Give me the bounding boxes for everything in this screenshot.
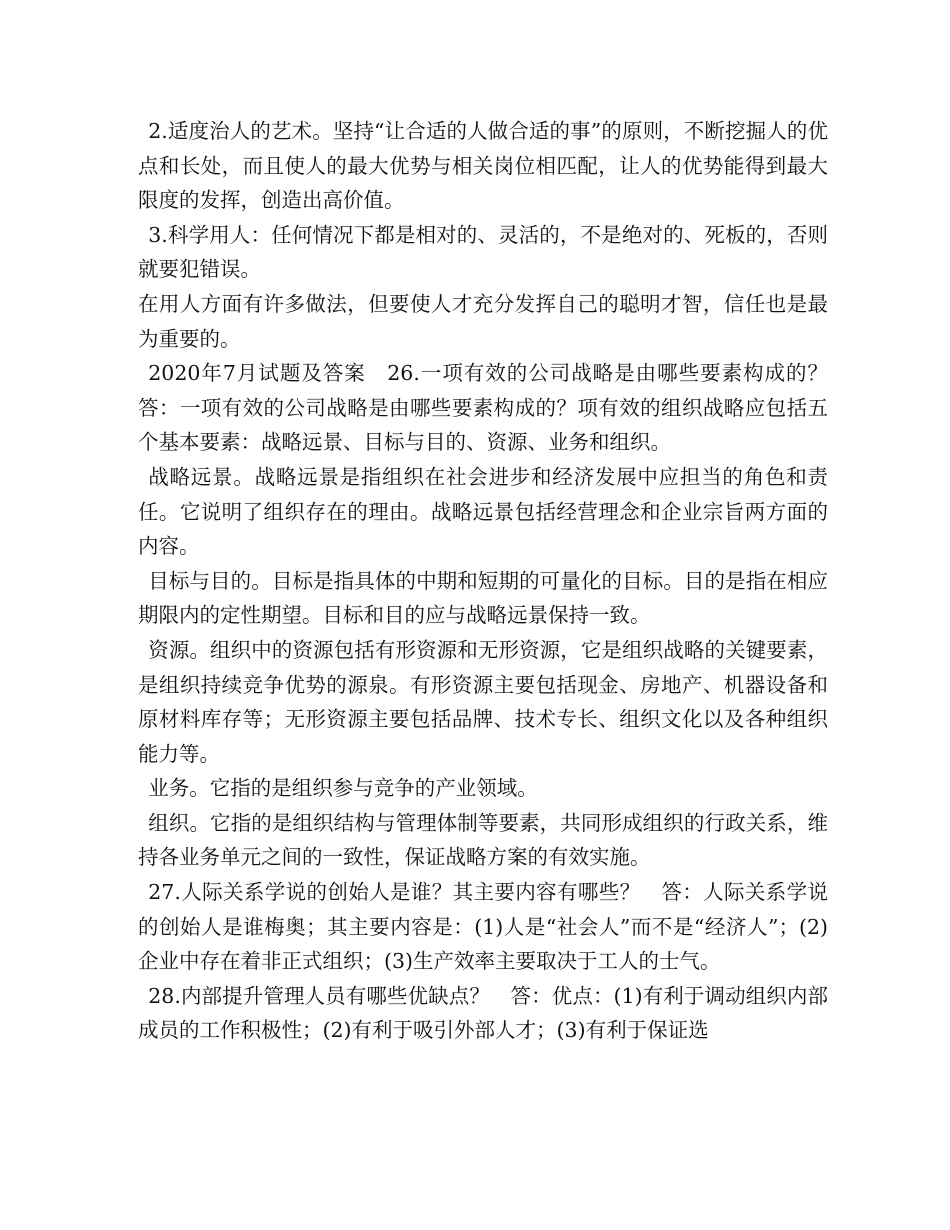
paragraph-4: 2020年7月试题及答案 26.一项有效的公司战略是由哪些要素构成的？ 答：一项有效的公司战略是由哪些要素构成的？项有效的组织战略应包括五个基本要素：战略远景、目标与目的、资源、业务和组织。: [138, 361, 849, 455]
paragraph-1: 2.适度治人的艺术。坚持“让合适的人做合适的事”的原则，不断挖掘人的优点和长处，而且使人的最大优势与相关岗位相匹配，让人的优势能得到最大限度的发挥，创造出高价值。: [138, 119, 828, 213]
paragraph-3: 在用人方面有许多做法，但要使人才充分发挥自己的聪明才智，信任也是最为重要的。: [138, 291, 828, 351]
paragraph-2: 3.科学用人：任何情况下都是相对的、灵活的，不是绝对的、死板的，否则就要犯错误。: [138, 222, 828, 282]
paragraph-7: 资源。组织中的资源包括有形资源和无形资源，它是组织战略的关键要素，是组织持续竞争优势的源泉。有形资源主要包括现金、房地产、机器设备和原材料库存等；无形资源主要包括品牌、技术专长、组织文化以及各种组织能力等。: [138, 637, 828, 766]
paragraph-8: 业务。它指的是组织参与竞争的产业领域。: [148, 776, 538, 801]
paragraph-11: 28.内部提升管理人员有哪些优缺点？ 答：优点：(1)有利于调动组织内部成员的工作积极性；(2)有利于吸引外部人才；(3)有利于保证选: [138, 983, 828, 1043]
document-body: [138, 114, 849, 1048]
paragraph-10: 27.人际关系学说的创始人是谁？其主要内容有哪些？ 答：人际关系学说的创始人是谁梅奥；其主要内容是：(1)人是“社会人”而不是“经济人”；(2)企业中存在着非正式组织；(3)生产效率主要取决于工人的士气。: [138, 880, 828, 974]
paragraph-5: 战略远景。战略远景是指组织在社会进步和经济发展中应担当的角色和责任。它说明了组织存在的理由。战略远景包括经营理念和企业宗旨两方面的内容。: [138, 464, 828, 559]
paragraph-9: 组织。它指的是组织结构与管理体制等要素，共同形成组织的行政关系，维持各业务单元之间的一致性，保证战略方案的有效实施。: [138, 810, 828, 870]
paragraph-6: 目标与目的。目标是指具体的中期和短期的可量化的目标。目的是指在相应期限内的定性期望。目标和目的应与战略远景保持一致。: [138, 568, 828, 628]
